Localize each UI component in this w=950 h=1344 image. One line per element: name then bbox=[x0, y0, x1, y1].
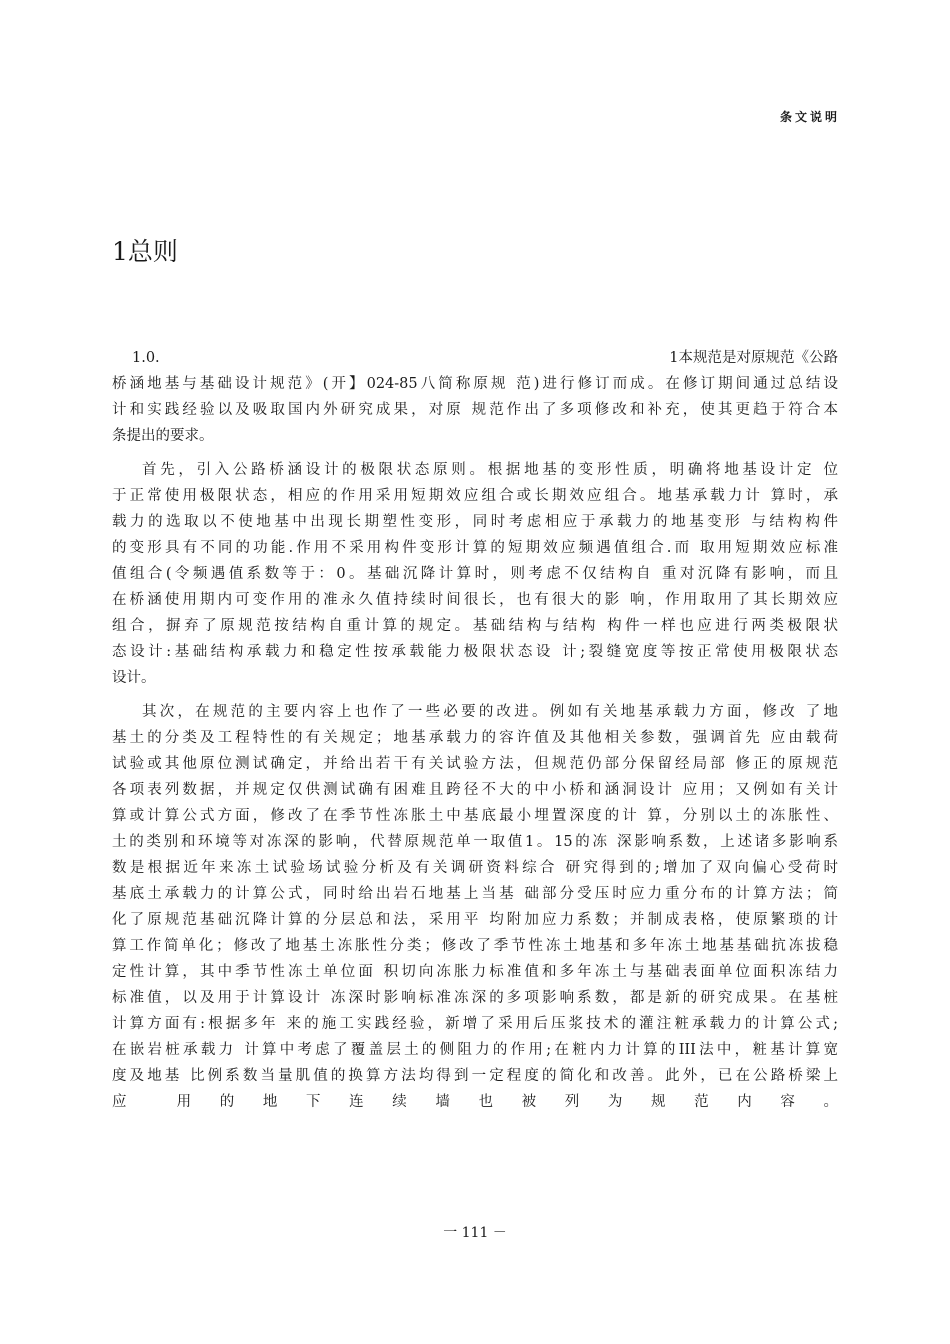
text-line: 在桥涵使用期内可变作用的准永久值持续时间很长，也有很大的影 响，作用取用了其长期效应 bbox=[112, 592, 838, 608]
text-line: 定性计算，其中季节性冻土单位面 积切向冻胀力标准值和多年冻土与基础表面单位面积冻结力 bbox=[112, 964, 838, 980]
text-line: 的变形具有不同的功能.作用不采用构件变形计算的短期效应频遇值组合.而 取用短期效应标准 bbox=[112, 540, 838, 556]
text-line: 基土的分类及工程特性的有关规定；地基承载力的容许值及其他相关参数，强调首先 应由载荷 bbox=[112, 730, 838, 746]
text-line: 计算方面有:根据多年 来的施工实践经验，新增了采用后压浆技术的灌注粧承载力的计算公式; bbox=[112, 1016, 838, 1032]
text-line: 态设计:基础结构承载力和稳定性按承载能力极限状态设 计;裂缝宽度等按正常使用极限状态 bbox=[112, 644, 838, 660]
text-line: 各项表列数据，并规定仅供测试确有困难且跨径不大的中小桥和涵洞设计 应用；又例如有关计 bbox=[112, 782, 838, 798]
text-line: 设计。 bbox=[112, 670, 156, 686]
text-line: 值组合(令频遇值系数等于：0。基础沉降计算时，则考虑不仅结构自 重对沉降有影响，而且 bbox=[112, 566, 838, 582]
text-line: 标准值，以及用于计算设计 冻深时影响标准冻深的多项影响系数，都是新的研究成果。在基桩 bbox=[112, 990, 838, 1006]
text-line: 于正常使用极限状态，相应的作用采用短期效应组合或长期效应组合。地基承载力计 算时，承 bbox=[112, 488, 838, 504]
text-line: 组合，摒弃了原规范按结构自重计算的规定。基础结构与结构 构件一样也应进行两类极限状 bbox=[112, 618, 838, 634]
body-text bbox=[112, 345, 838, 1115]
text-line: 桥涵地基与基础设计规范》(开】024-85八简称原规 范)进行修订而成。在修订期间通过总结设 bbox=[112, 376, 838, 392]
chapter-title: 1总则 bbox=[112, 237, 178, 266]
text-line: 化了原规范基础沉降计算的分层总和法，采用平 均附加应力系数；并制成表格，使原繁琐的计 bbox=[112, 912, 838, 928]
text-line: 条提出的要求。 bbox=[112, 428, 214, 444]
text-line: 数是根据近年来冻土试验场试验分析及有关调研资料综合 研究得到的;增加了双向偏心受荷时 bbox=[112, 860, 838, 876]
text-line: 基底土承载力的计算公式，同时给出岩石地基上当基 础部分受压时应力重分布的计算方法；简 bbox=[112, 886, 838, 902]
text-line: 应 用 的 地 下 连 续 墙 也 被 列 为 规 范 内 容 。 bbox=[112, 1094, 838, 1110]
page-number: 一 111 － bbox=[443, 1225, 507, 1241]
clause-number: 1.0. bbox=[132, 350, 160, 366]
text-line: 试验或其他原位测试确定，并给出若干有关试验方法，但规范仍部分保留经局部 修正的原规范 bbox=[112, 756, 838, 772]
running-header: 条文说明 bbox=[779, 110, 840, 124]
paragraph-2 bbox=[112, 457, 838, 691]
text-line: 算或计算公式方面，修改了在季节性冻胀土中基底最小埋置深度的计 算，分别以土的冻胀性、 bbox=[112, 808, 838, 824]
paragraph-1 bbox=[112, 371, 838, 449]
paragraph-1-first-line bbox=[112, 345, 838, 371]
text-line: 计和实践经验以及吸取国内外研究成果，对原 规范作出了多项修改和补充，使其更趋于符合本 bbox=[112, 402, 838, 418]
text-line: 首先，引入公路桥涵设计的极限状态原则。根据地基的变形性质，明确将地基设计定 位 bbox=[142, 462, 838, 478]
paragraph-3 bbox=[112, 699, 838, 1115]
text-line: 其次，在规范的主要内容上也作了一些必要的改进。例如有关地基承载力方面，修改 了地 bbox=[142, 704, 838, 720]
text-line: 载力的选取以不使地基中出现长期塑性变形，同时考虑相应于承载力的地基变形 与结构构件 bbox=[112, 514, 838, 530]
text-line: 算工作简单化；修改了地基土冻胀性分类；修改了季节性冻土地基和多年冻土地基基础抗冻拔稳 bbox=[112, 938, 838, 954]
text-line: 度及地基 比例系数当量肌值的换算方法均得到一定程度的简化和改善。此外，已在公路桥梁上 bbox=[112, 1068, 838, 1084]
text-line: 在嵌岩桩承载力 计算中考虑了覆盖层土的侧阻力的作用;在粧内力计算的III法中，粧基计算宽 bbox=[112, 1042, 838, 1058]
paragraph-1-head: 1本规范是对原规范《公路 bbox=[669, 350, 838, 366]
text-line: 土的类别和环境等对冻深的影响，代替原规范单一取值1。15的冻 深影响系数，上述诸多影响系 bbox=[112, 834, 838, 850]
